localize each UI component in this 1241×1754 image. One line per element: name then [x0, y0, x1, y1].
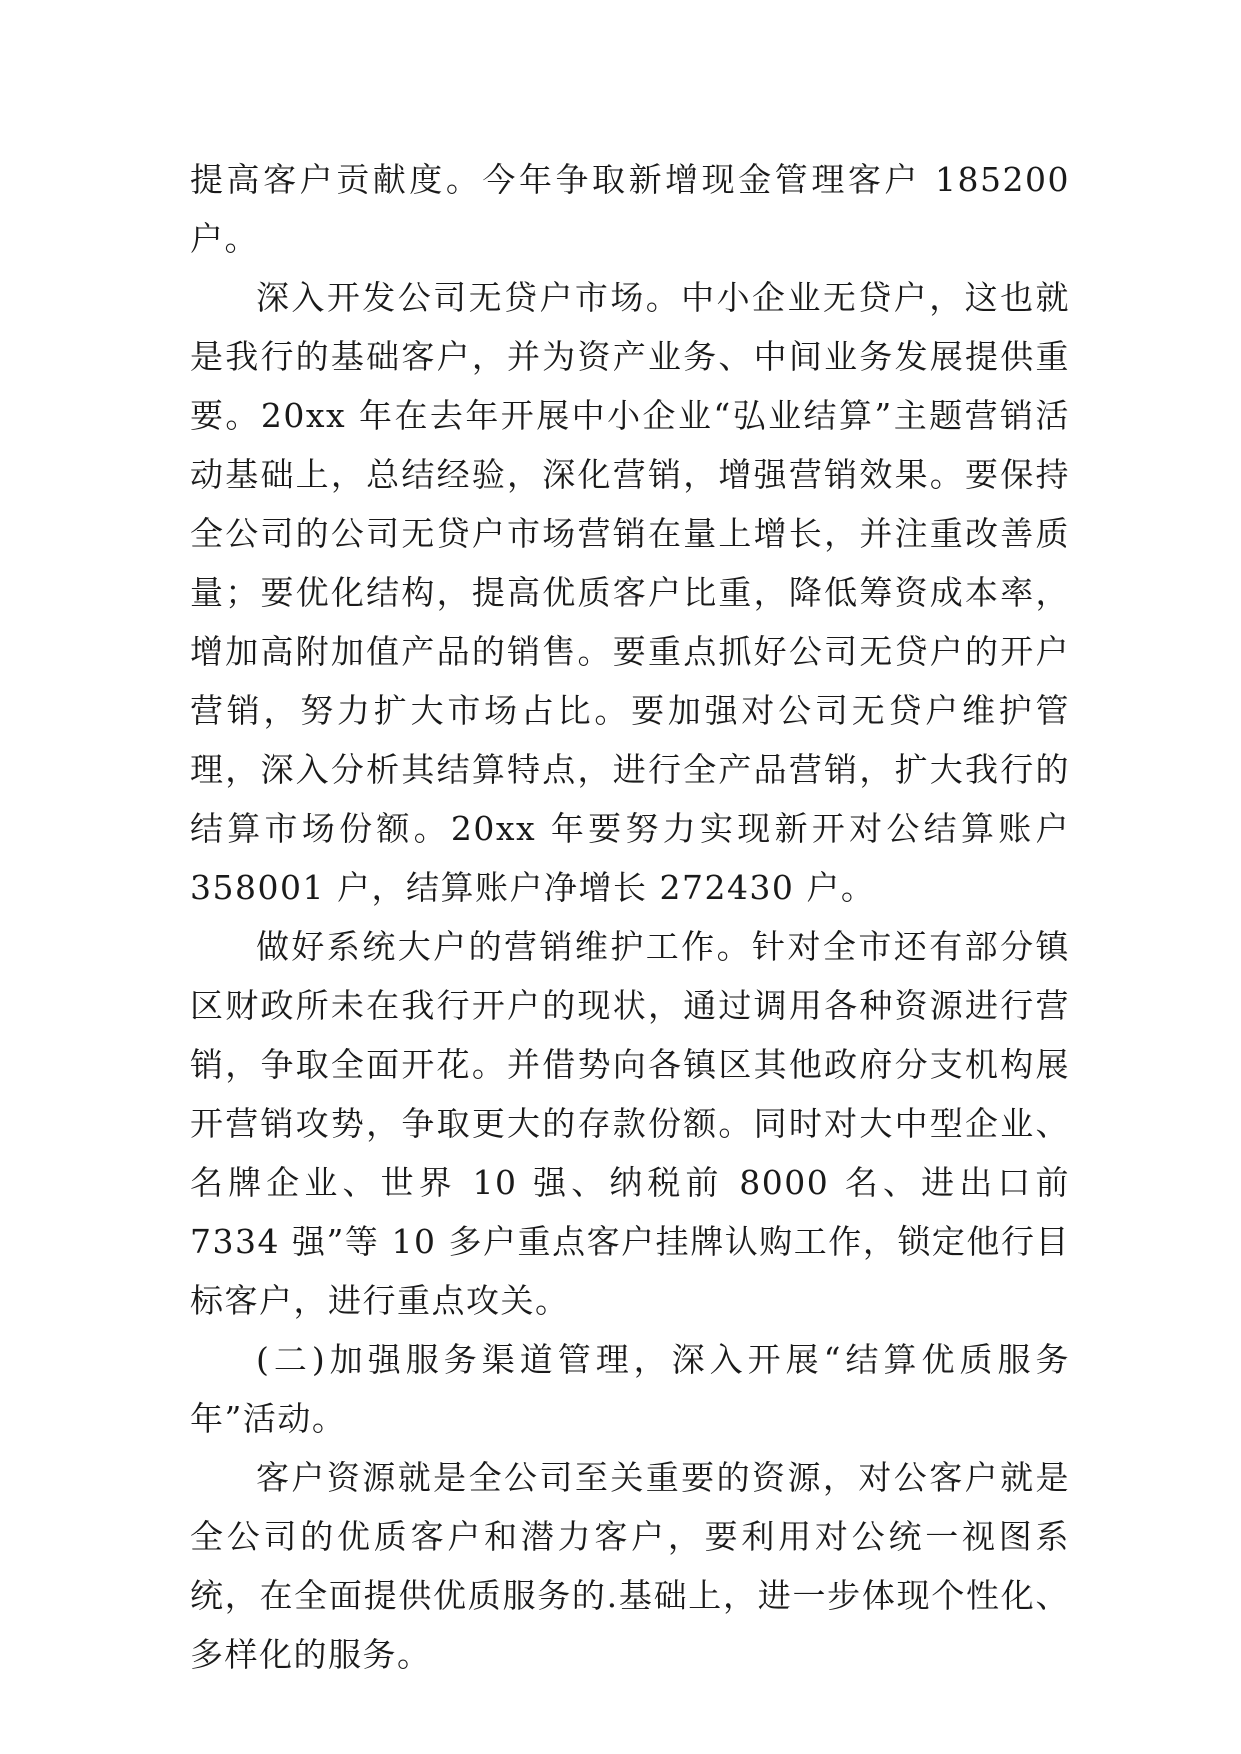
paragraph-2: 深入开发公司无贷户市场。中小企业无贷户，这也就是我行的基础客户，并为资产业务、中间业务发展提供重要。20xx 年在去年开展中小企业“弘业结算”主题营销活动基础上，总结经验，深化营销，增强营销效果。要保持全公司的公司无贷户市场营销在量上增长，并注重改善质量；要优化结构，提高优质客户比重，降低筹资成本率，增加高附加值产品的销售。要重点抓好公司无贷户的开户营销，努力扩大市场占比。要加强对公司无贷户维护管理，深入分析其结算特点，进行全产品营销，扩大我行的结算市场份额。20xx 年要努力实现新开对公结算账户 358001 户，结算账户净增长 272430 户。: [190, 278, 1070, 907]
paragraph-4: (二)加强服务渠道管理，深入开展“结算优质服务年”活动。: [190, 1340, 1070, 1438]
document-body: [190, 150, 1070, 1684]
paragraph-5: 客户资源就是全公司至关重要的资源，对公客户就是全公司的优质客户和潜力客户，要利用对公统一视图系统，在全面提供优质服务的.基础上，进一步体现个性化、多样化的服务。: [190, 1458, 1070, 1674]
paragraph-1: 提高客户贡献度。今年争取新增现金管理客户 185200 户。: [190, 160, 1070, 258]
paragraph-3: 做好系统大户的营销维护工作。针对全市还有部分镇区财政所未在我行开户的现状，通过调用各种资源进行营销，争取全面开花。并借势向各镇区其他政府分支机构展开营销攻势，争取更大的存款份额。同时对大中型企业、名牌企业、世界 10 强、纳税前 8000 名、进出口前 7334 强”等 10 多户重点客户挂牌认购工作，锁定他行目标客户，进行重点攻关。: [190, 927, 1070, 1320]
